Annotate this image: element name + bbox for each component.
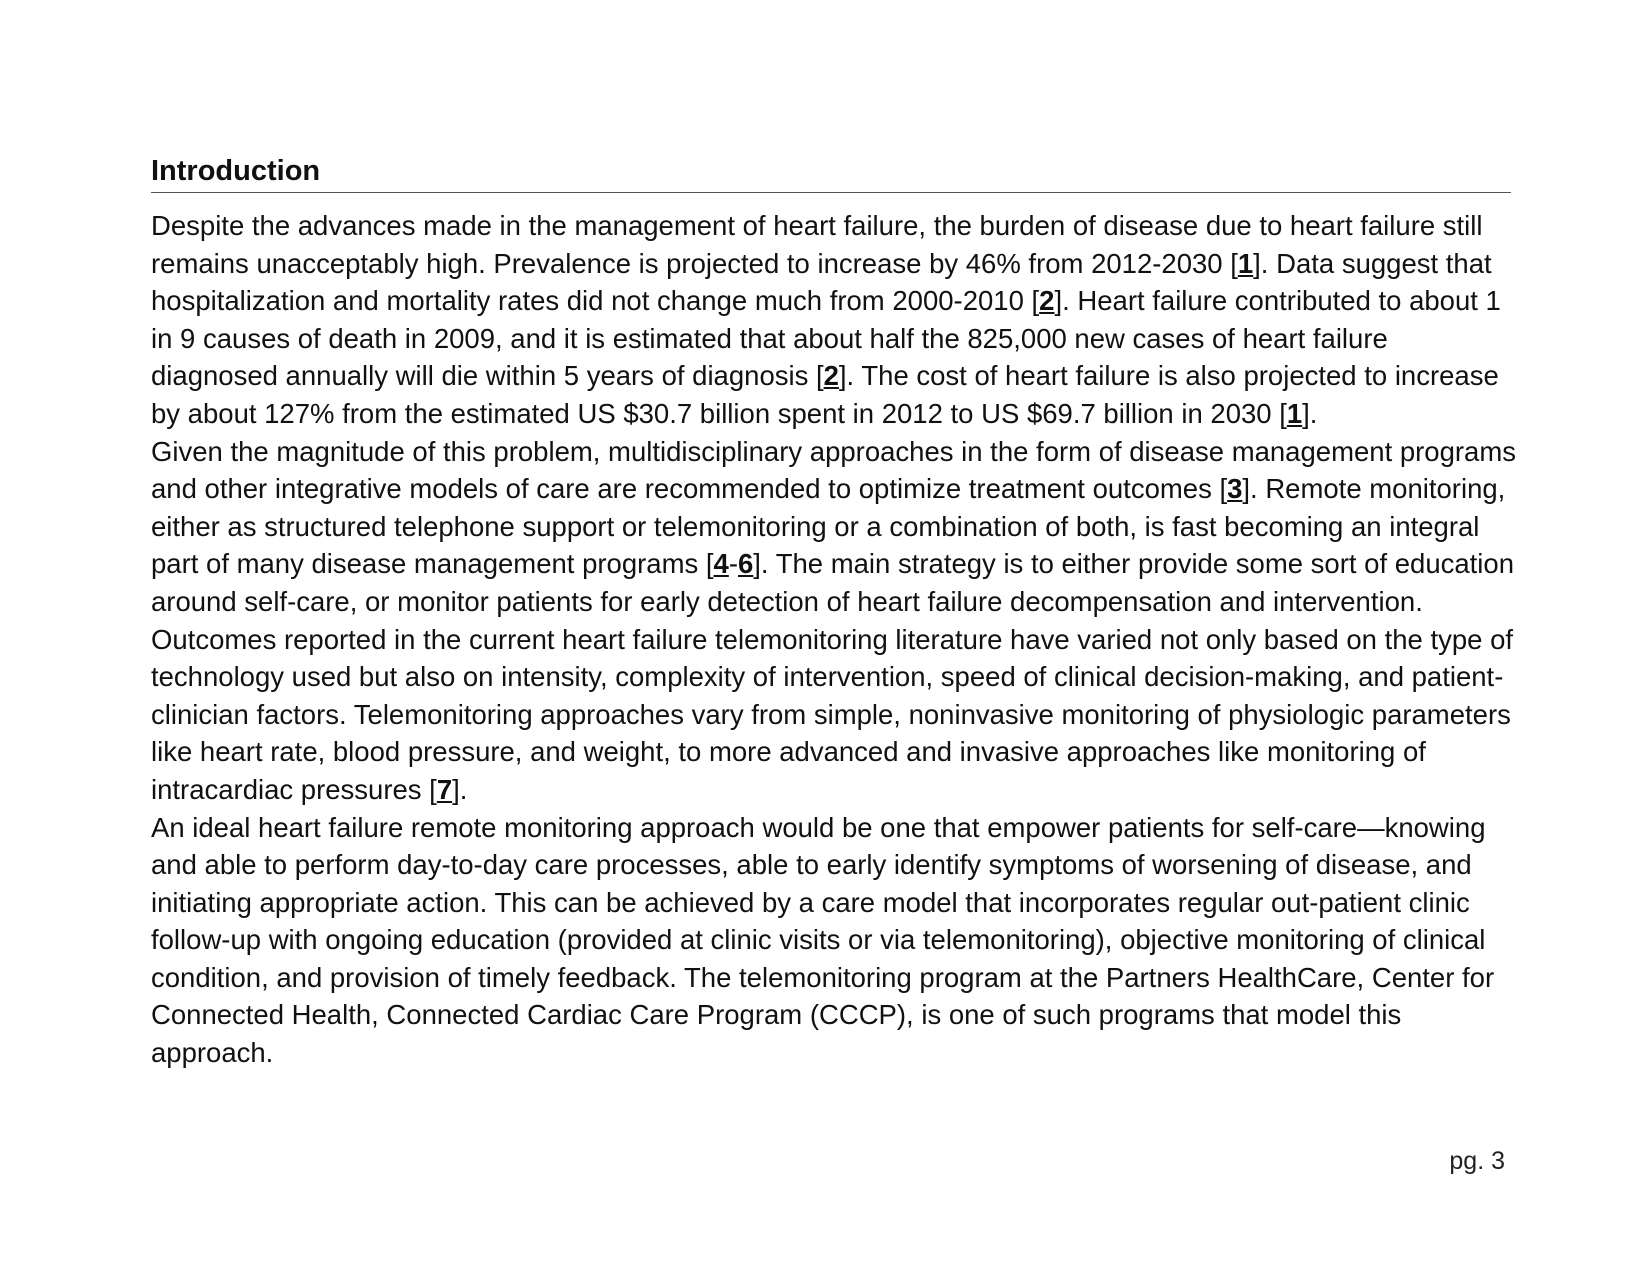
page-number: pg. 3 [1449, 1147, 1505, 1175]
text-segment: Given the magnitude of this problem, multidisciplinary approaches in the form of disease management programs and other integrative models of care are recommended to optimize treatment outcomes [ [151, 435, 1516, 505]
text-segment: ]. The main strategy is to either provide some sort of education around self-care, or monitor patients for early detection of heart failure decompensation and intervention. Outcomes reported in the current heart failure telemonitoring literature have varied not only based on the type of technology used but also on intensity, complexity of intervention, speed of clinical decision-making, and patient-clinician factors. Telemonitoring approaches vary from simple, noninvasive monitoring of physiologic parameters like heart rate, blood pressure, and weight, to more advanced and invasive approaches like monitoring of intracardiac pressures [ [151, 548, 1514, 805]
paragraph-remote-monitoring [151, 433, 1521, 809]
citation-link[interactable]: 3 [1227, 473, 1243, 505]
citation-link[interactable]: 2 [823, 360, 839, 392]
citation-link[interactable]: 4 [713, 548, 729, 580]
citation-link[interactable]: 1 [1237, 247, 1254, 279]
text-segment: - [728, 548, 738, 580]
paragraph-burden [151, 207, 1521, 433]
section-heading: Introduction [151, 154, 1511, 193]
citation-link[interactable]: 2 [1039, 285, 1055, 317]
text-segment: ]. Heart failure contributed to about 1 in 9 causes of death in 2009, and it is estimated that about half the 825,000 new cases of heart failure diagnosed annually will die within 5 years of diagnosis [ [151, 285, 1501, 392]
citation-link[interactable]: 7 [436, 773, 453, 805]
text-segment: ]. Data suggest that hospitalization and mortality rates did not change much from 2000-2010 [ [151, 247, 1492, 317]
paragraph-ideal-approach: An ideal heart failure remote monitoring approach would be one that empower patients for self-care—knowing and able to perform day-to-day care processes, able to early identify symptoms of worsening of disease, and initiating appropriate action. This can be achieved by a care model that incorporates regular out-patient clinic follow-up with ongoing education (provided at clinic visits or via telemonitoring), objective monitoring of clinical condition, and provision of timely feedback. The telemonitoring program at the Partners HealthCare, Center for Connected Health, Connected Cardiac Care Program (CCCP), is one of such programs that model this approach. [151, 811, 1495, 1069]
citation-link[interactable]: 1 [1286, 397, 1303, 429]
text-segment: Despite the advances made in the management of heart failure, the burden of disease due to heart failure still remains unacceptably high. Prevalence is projected to increase by 46% from 2012-2030 [ [151, 210, 1483, 279]
text-segment: ]. Remote monitoring, either as structured telephone support or telemonitoring or a combination of both, is fast becoming an integral part of many disease management programs [ [151, 473, 1506, 580]
citation-link[interactable]: 6 [737, 548, 754, 580]
introduction-body [151, 207, 1521, 1072]
text-segment: ]. The cost of heart failure is also projected to increase by about 127% from the estimated US $30.7 billion spent in 2012 to US $69.7 billion in 2030 [ [151, 360, 1499, 429]
text-segment: ]. [1302, 397, 1318, 429]
text-segment: ]. [452, 773, 468, 805]
